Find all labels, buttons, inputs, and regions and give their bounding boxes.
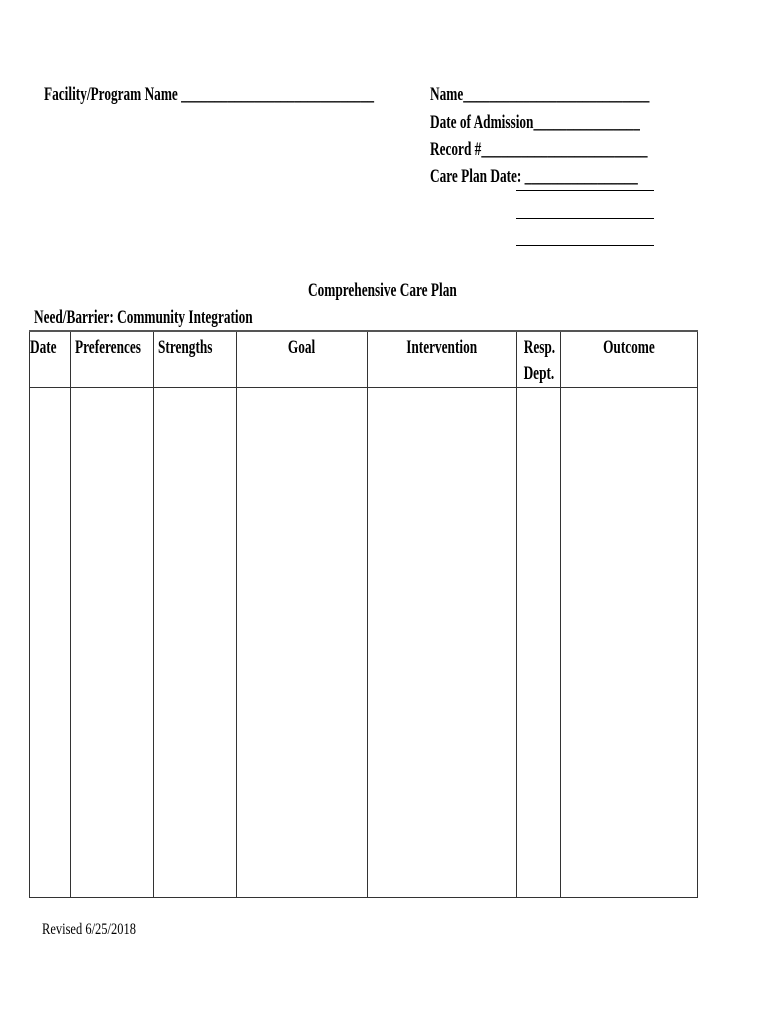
date-cell[interactable] [30,388,71,898]
care-plan-date-label: Care Plan Date: _________________ [429,166,638,187]
table-row [30,388,698,898]
resp-dept-cell[interactable] [517,388,561,898]
column-header-strengths: Strengths [154,331,237,388]
column-header-preferences: Preferences [71,331,154,388]
document-title [308,280,521,302]
preferences-cell[interactable] [71,388,154,898]
record-number-label: Record #_________________________ [429,139,648,160]
document-title-text: Comprehensive Care Plan [308,280,457,301]
revision-date [34,900,162,940]
date-of-admission-label: Date of Admission________________ [429,112,640,133]
revision-date-text: Revised 6/25/2018 [42,921,136,938]
resident-name-label: Name____________________________ [429,84,649,105]
table-header-row [30,331,698,388]
care-plan-table [29,330,698,898]
column-header-outcome: Outcome [561,331,698,388]
need-barrier [34,307,346,329]
need-barrier-text: Need/Barrier: Community Integration [34,307,253,328]
care-plan-date-blank-line [516,245,654,246]
column-header-resp-dept: Resp. Dept. [517,331,561,388]
outcome-cell[interactable] [561,388,698,898]
column-header-goal: Goal [237,331,368,388]
facility-program-name-label: Facility/Program Name _____________________________ [43,84,374,105]
care-plan-date-blank-line [516,218,654,219]
intervention-cell[interactable] [368,388,517,898]
goal-cell[interactable] [237,388,368,898]
care-plan-date-field [420,144,726,188]
column-header-date: Date [30,331,71,388]
care-plan-date-blank-line [516,190,654,191]
strengths-cell[interactable] [154,388,237,898]
column-header-intervention: Intervention [368,331,517,388]
